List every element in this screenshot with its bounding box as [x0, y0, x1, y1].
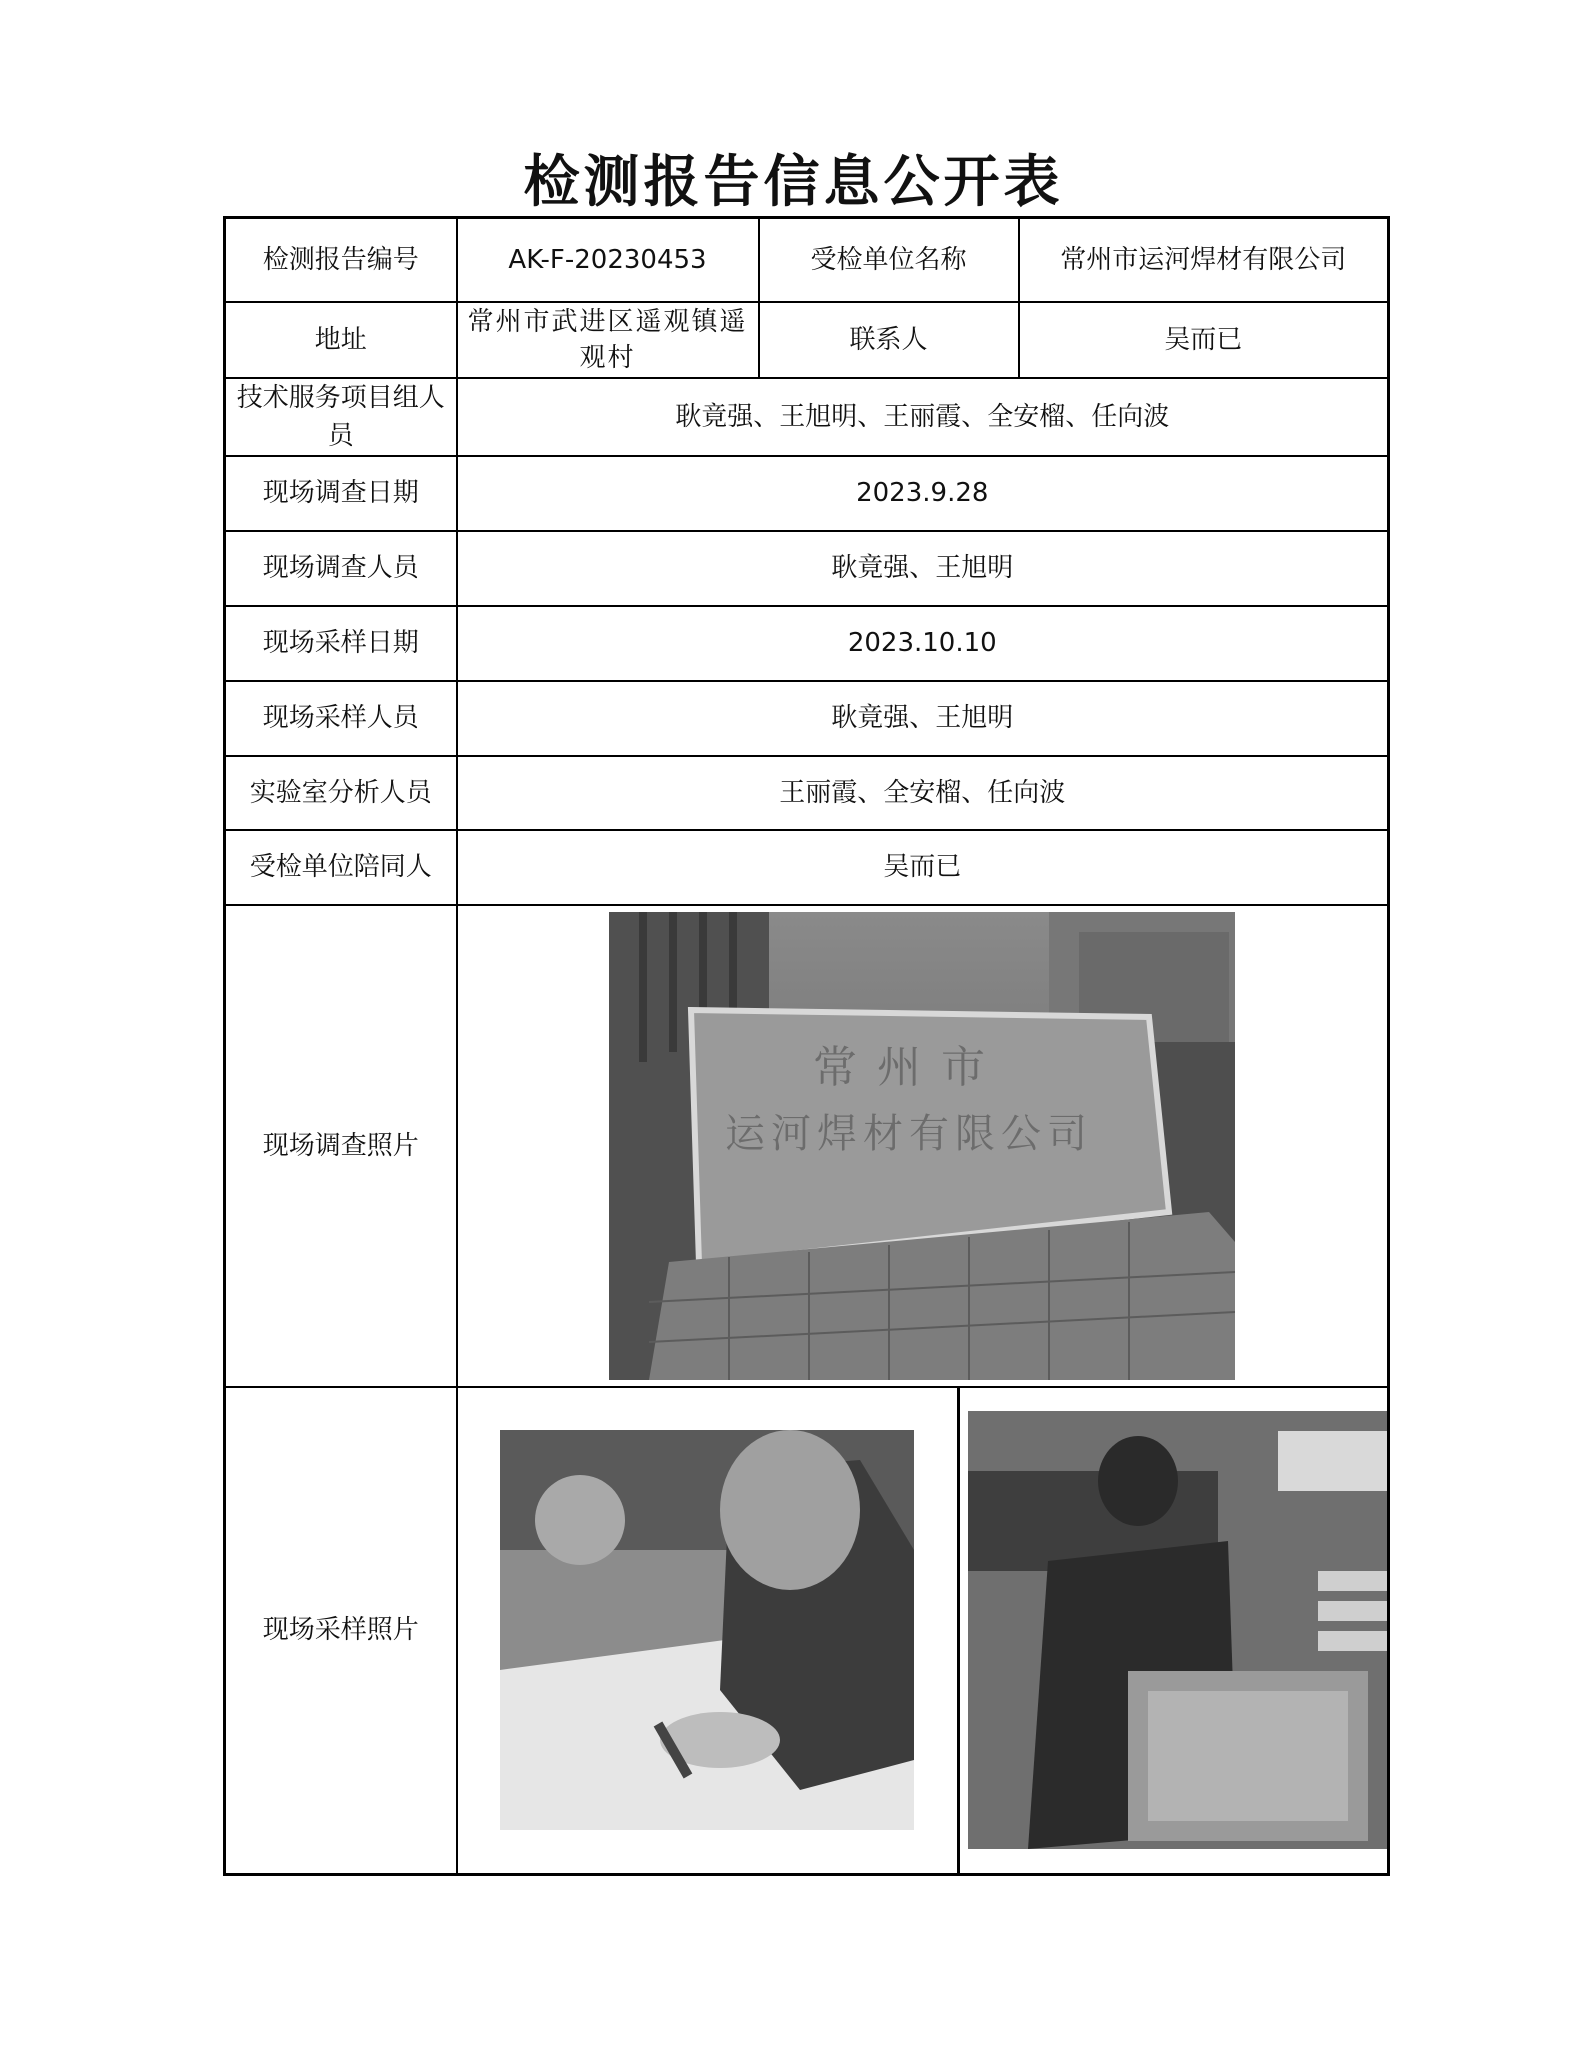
- table-row: [225, 456, 1389, 531]
- table-row: [225, 531, 1389, 606]
- company-sign-photo: [609, 912, 1235, 1380]
- address-label: 地址: [225, 302, 457, 378]
- sampling-staff-value: 耿竟强、王旭明: [457, 681, 1389, 756]
- table-row: [225, 378, 1389, 456]
- survey-photo-label: 现场调查照片: [225, 905, 457, 1387]
- sampling-photo-cell-right: [959, 1387, 1389, 1875]
- lab-staff-label: 实验室分析人员: [225, 756, 457, 830]
- info-table: [223, 216, 1390, 1876]
- unit-name-value: 常州市运河焊材有限公司: [1019, 218, 1389, 302]
- table-row: [225, 905, 1389, 1387]
- sign-text-line2: 运河焊材有限公司: [725, 1110, 1094, 1157]
- table-row: [225, 1387, 1389, 1875]
- sampling-photo-writing: [500, 1430, 914, 1830]
- report-no-value: AK-F-20230453: [457, 218, 759, 302]
- sampling-photo-cell-left: [457, 1387, 959, 1875]
- contact-value: 吴而已: [1019, 302, 1389, 378]
- sign-text-line1: 常州市: [813, 1041, 1006, 1093]
- survey-staff-value: 耿竟强、王旭明: [457, 531, 1389, 606]
- team-label: 技术服务项目组人员: [225, 378, 457, 456]
- team-value: 耿竟强、王旭明、王丽霞、全安榴、任向波: [457, 378, 1389, 456]
- lab-staff-value: 王丽霞、全安榴、任向波: [457, 756, 1389, 830]
- escort-label: 受检单位陪同人: [225, 830, 457, 905]
- survey-date-value: 2023.9.28: [457, 456, 1389, 531]
- table-row: [225, 218, 1389, 302]
- sampling-photo-workshop: [968, 1411, 1389, 1849]
- sampling-photo-label: 现场采样照片: [225, 1387, 457, 1875]
- table-row: [225, 606, 1389, 681]
- address-value: 常州市武进区遥观镇遥观村: [457, 302, 759, 378]
- table-row: [225, 830, 1389, 905]
- page-title: 检测报告信息公开表: [523, 150, 1064, 215]
- survey-date-label: 现场调查日期: [225, 456, 457, 531]
- sampling-date-label: 现场采样日期: [225, 606, 457, 681]
- sampling-date-value: 2023.10.10: [457, 606, 1389, 681]
- table-row: [225, 681, 1389, 756]
- survey-staff-label: 现场调查人员: [225, 531, 457, 606]
- table-row: [225, 756, 1389, 830]
- report-no-label: 检测报告编号: [225, 218, 457, 302]
- survey-photo-cell: [457, 905, 1389, 1387]
- table-row: [225, 302, 1389, 378]
- contact-label: 联系人: [759, 302, 1019, 378]
- unit-name-label: 受检单位名称: [759, 218, 1019, 302]
- sampling-staff-label: 现场采样人员: [225, 681, 457, 756]
- escort-value: 吴而已: [457, 830, 1389, 905]
